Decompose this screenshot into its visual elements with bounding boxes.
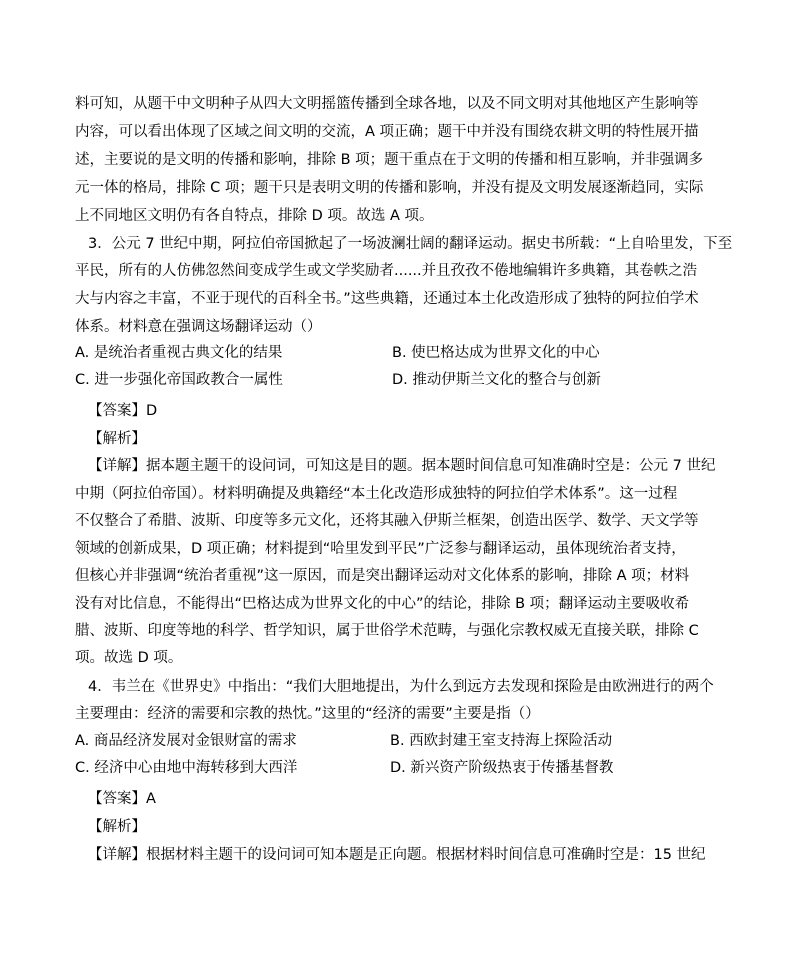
q4-analysis-label: 【解析】 [88,819,146,835]
q4-option-a: A. 商品经济发展对金银财富的需求 [75,733,297,749]
q3-stem-line-1: 3．公元 7 世纪中期，阿拉伯帝国掀起了一场波澜壮阔的翻译运动。据史书所载：“上自哈里发，下至 [88,236,733,252]
q3-stem-line-3: 大与内容之丰富，不亚于现代的百科全书。”这些典籍，还通过本土化改造形成了独特的阿拉伯学术 [75,291,699,307]
q3-option-b: B. 使巴格达成为世界文化的中心 [392,345,600,361]
q3-analysis-label: 【解析】 [88,431,146,447]
q2-analysis-line-4: 元一体的格局，排除 C 项；题干只是表明文明的传播和影响，并没有提及文明发展逐渐趋同，实际 [75,180,704,196]
q2-analysis-line-2: 内容，可以看出体现了区域之间文明的交流，A 项正确；题干中并没有围绕农耕文明的特性展开描 [75,124,699,140]
q3-stem-line-4: 体系。材料意在强调这场翻译运动（） [75,319,322,335]
q4-option-b: B. 西欧封建王室支持海上探险活动 [390,733,613,749]
q3-detail-line-4: 领域的创新成果，D 项正确；材料提到“哈里发到平民”广泛参与翻译运动，虽体现统治者支持， [75,541,686,557]
q4-option-c: C. 经济中心由地中海转移到大西洋 [75,760,298,776]
q4-option-d: D. 新兴资产阶级热衷于传播基督教 [390,760,614,776]
q3-detail-line-1: 【详解】据本题主题干的设问词，可知这是目的题。据本题时间信息可知准确时空是：公元 7 世纪 [88,458,716,474]
q2-analysis-line-3: 述，主要说的是文明的传播和影响，排除 B 项；题干重点在于文明的传播和相互影响，并非强调多 [75,152,704,168]
q3-option-d: D. 推动伊斯兰文化的整合与创新 [392,372,601,388]
q3-detail-line-5: 但核心并非强调“统治者重视”这一原因，而是突出翻译运动对文化体系的影响，排除 A 项；材料 [75,568,690,584]
q3-detail-line-3: 不仅整合了希腊、波斯、印度等多元文化，还将其融入伊斯兰框架，创造出医学、数学、天文学等 [75,513,699,529]
q4-stem-line-1: 4．韦兰在《世界史》中指出：“我们大胆地提出，为什么到远方去发现和探险是由欧洲进行的两个 [88,679,714,695]
q3-option-a: A. 是统治者重视古典文化的结果 [75,345,283,361]
q3-stem-line-2: 平民，所有的人仿佛忽然间变成学生或文学奖励者......并且孜孜不倦地编辑许多典籍，其卷帙之浩 [75,263,698,279]
q4-stem-line-2: 主要理由：经济的需要和宗教的热忱。”这里的“经济的需要”主要是指（） [75,706,540,722]
q3-detail-line-8: 项。故选 D 项。 [75,650,183,666]
q3-answer: 【答案】D [88,403,158,419]
q3-detail-line-6: 没有对比信息，不能得出“巴格达成为世界文化的中心”的结论，排除 B 项；翻译运动主要吸收希 [75,596,690,612]
q3-option-c: C. 进一步强化帝国政教合一属性 [75,372,283,388]
q2-analysis-line-1: 料可知，从题干中文明种子从四大文明摇篮传播到全球各地，以及不同文明对其他地区产生影响等 [75,96,699,112]
q3-detail-line-7: 腊、波斯、印度等地的科学、哲学知识，属于世俗学术范畴，与强化宗教权威无直接关联，排除 C [75,623,699,639]
q2-analysis-line-5: 上不同地区文明仍有各自特点，排除 D 项。故选 A 项。 [75,208,434,224]
q3-detail-line-2: 中期（阿拉伯帝国）。材料明确提及典籍经“本土化改造形成独特的阿拉伯学术体系”。这一过程 [75,486,678,502]
q4-answer: 【答案】A [88,791,156,807]
q4-detail-line-1: 【详解】根据材料主题干的设问词可知本题是正向题。根据材料时间信息可准确时空是：15 世纪 [88,847,706,863]
